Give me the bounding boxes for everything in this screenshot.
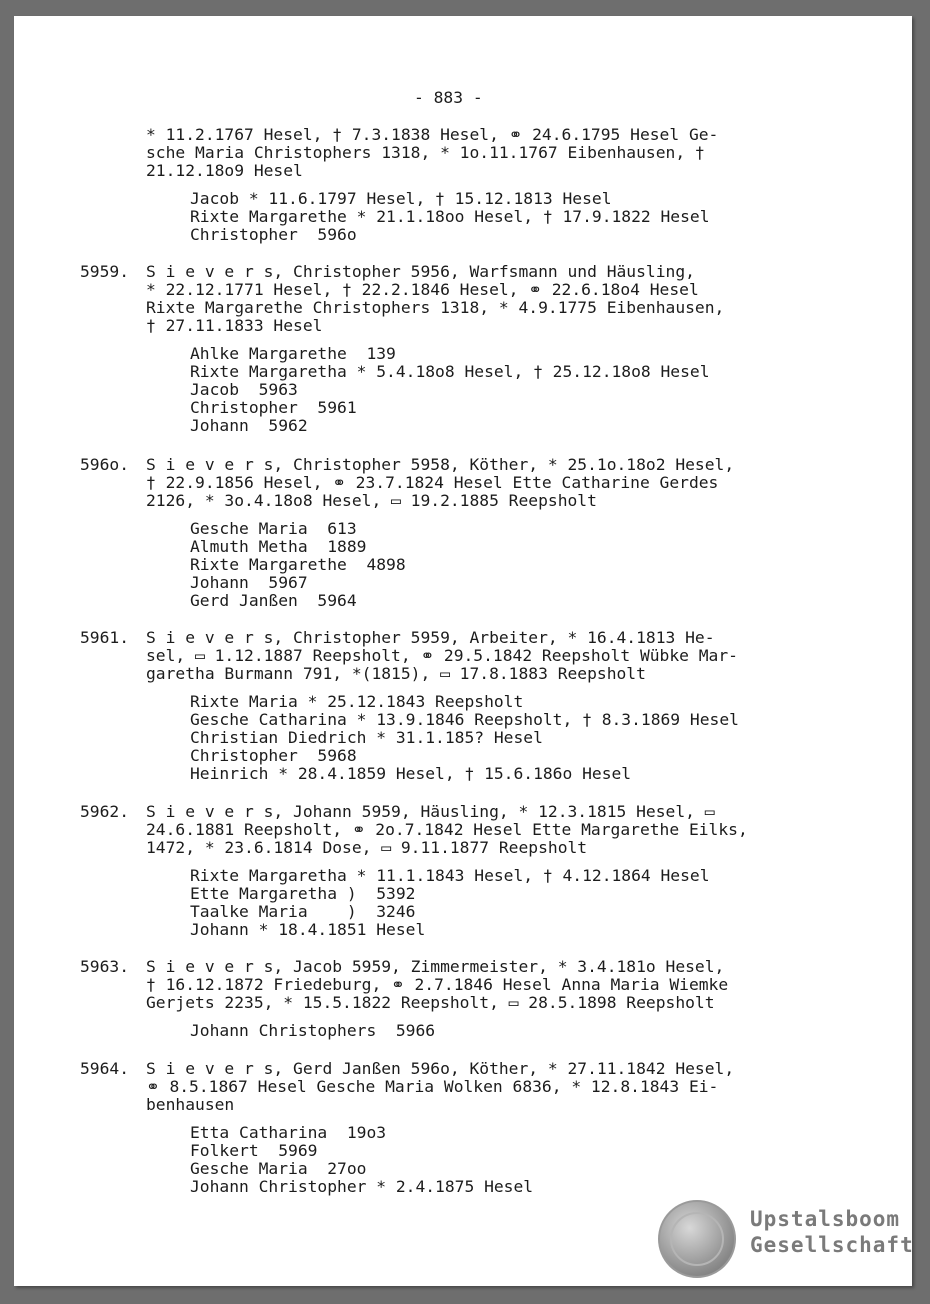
children-list (190, 1022, 435, 1040)
children-list (190, 1124, 533, 1196)
entry-body (146, 456, 734, 510)
child-item: Christopher 5961 (190, 398, 357, 417)
child-item: Rixte Margaretha * 5.4.18o8 Hesel, † 25.12.18o8 Hesel (190, 362, 710, 381)
entry-number: 5963. (80, 957, 130, 976)
child-item: Johann * 18.4.1851 Hesel (190, 920, 426, 939)
entry-line: garetha Burmann 791, *(1815), ▭ 17.8.1883 Reepsholt (146, 664, 646, 683)
child-item: Gesche Maria 27oo (190, 1159, 367, 1178)
child-item: Johann Christopher * 2.4.1875 Hesel (190, 1177, 534, 1196)
entry-number: 5962. (80, 802, 130, 821)
entry-body (146, 958, 728, 1012)
entry-line: 1472, * 23.6.1814 Dose, ▭ 9.11.1877 Reepsholt (146, 838, 588, 857)
child-item: Rixte Maria * 25.12.1843 Reepsholt (190, 692, 524, 711)
child-item: Ahlke Margarethe 139 (190, 344, 396, 363)
entry-line: benhausen (146, 1095, 235, 1114)
child-item: Johann 5962 (190, 416, 308, 435)
child-item: Gerd Janßen 5964 (190, 591, 357, 610)
entry-line: S i e v e r s, Jacob 5959, Zimmermeister, * 3.4.181o Hesel, (146, 957, 725, 976)
child-item: Almuth Metha 1889 (190, 537, 367, 556)
child-item: Rixte Margaretha * 11.1.1843 Hesel, † 4.12.1864 Hesel (190, 866, 710, 885)
entry-line: † 16.12.1872 Friedeburg, ⚭ 2.7.1846 Hesel Anna Maria Wiemke (146, 975, 729, 994)
entry-line: Gerjets 2235, * 15.5.1822 Reepsholt, ▭ 28.5.1898 Reepsholt (146, 993, 715, 1012)
entry-number: 5964. (80, 1059, 130, 1078)
entry-line: 24.6.1881 Reepsholt, ⚭ 2o.7.1842 Hesel Ette Margarethe Eilks, (146, 820, 748, 839)
child-item: Jacob 5963 (190, 380, 298, 399)
children-list (190, 693, 739, 783)
entry-line: 21.12.18o9 Hesel (146, 161, 303, 180)
child-item: Rixte Margarethe 4898 (190, 555, 406, 574)
document-page (14, 16, 912, 1286)
entry-body (146, 1060, 734, 1114)
child-item: Etta Catharina 19o3 (190, 1123, 387, 1142)
child-item: Johann 5967 (190, 573, 308, 592)
child-item: Folkert 5969 (190, 1141, 318, 1160)
entry-body (146, 263, 724, 335)
entry-line: S i e v e r s, Johann 5959, Häusling, * 12.3.1815 Hesel, ▭ (146, 802, 715, 821)
society-logo (658, 1198, 914, 1278)
child-item: Christian Diedrich * 31.1.185? Hesel (190, 728, 543, 747)
logo-line-2: Gesellschaft (750, 1233, 914, 1257)
logo-line-1: Upstalsboom (750, 1207, 901, 1231)
entry-line: Rixte Margarethe Christophers 1318, * 4.9.1775 Eibenhausen, (146, 298, 725, 317)
children-list (190, 867, 710, 939)
children-list (190, 345, 710, 435)
entry-line: † 27.11.1833 Hesel (146, 316, 323, 335)
entry-line: * 22.12.1771 Hesel, † 22.2.1846 Hesel, ⚭ 22.6.18o4 Hesel (146, 280, 699, 299)
entry-line: * 11.2.1767 Hesel, † 7.3.1838 Hesel, ⚭ 24.6.1795 Hesel Ge- (146, 125, 719, 144)
entry-line: sel, ▭ 1.12.1887 Reepsholt, ⚭ 29.5.1842 Reepsholt Wübke Mar- (146, 646, 738, 665)
child-item: Gesche Maria 613 (190, 519, 357, 538)
seal-icon (658, 1200, 736, 1278)
entry-line: † 22.9.1856 Hesel, ⚭ 23.7.1824 Hesel Ette Catharine Gerdes (146, 473, 719, 492)
child-item: Ette Margaretha ) 5392 (190, 884, 416, 903)
child-item: Rixte Margarethe * 21.1.18oo Hesel, † 17.9.1822 Hesel (190, 207, 710, 226)
entry-body (146, 803, 748, 857)
children-list (190, 190, 710, 244)
child-item: Jacob * 11.6.1797 Hesel, † 15.12.1813 Hesel (190, 189, 612, 208)
child-item: Gesche Catharina * 13.9.1846 Reepsholt, † 8.3.1869 Hesel (190, 710, 739, 729)
logo-text (750, 1206, 914, 1258)
child-item: Christopher 5968 (190, 746, 357, 765)
children-list (190, 520, 406, 610)
entry-line: S i e v e r s, Gerd Janßen 596o, Köther, * 27.11.1842 Hesel, (146, 1059, 735, 1078)
entry-line: S i e v e r s, Christopher 5959, Arbeiter, * 16.4.1813 He- (146, 628, 715, 647)
entry-number: 596o. (80, 455, 130, 474)
child-item: Taalke Maria ) 3246 (190, 902, 416, 921)
child-item: Johann Christophers 5966 (190, 1021, 436, 1040)
entry-line: S i e v e r s, Christopher 5956, Warfsmann und Häusling, (146, 262, 695, 281)
entry-line: 2126, * 3o.4.18o8 Hesel, ▭ 19.2.1885 Reepsholt (146, 491, 597, 510)
child-item: Heinrich * 28.4.1859 Hesel, † 15.6.186o Hesel (190, 764, 632, 783)
entry-body (146, 629, 738, 683)
page-number: - 883 - (414, 88, 483, 107)
seal-ring (670, 1212, 724, 1266)
entry-line: ⚭ 8.5.1867 Hesel Gesche Maria Wolken 6836, * 12.8.1843 Ei- (146, 1077, 719, 1096)
entry-number: 5961. (80, 628, 130, 647)
child-item: Christopher 596o (190, 225, 357, 244)
entry-number: 5959. (80, 262, 130, 281)
entry-line: sche Maria Christophers 1318, * 1o.11.1767 Eibenhausen, † (146, 143, 705, 162)
entry-line: S i e v e r s, Christopher 5958, Köther, * 25.1o.18o2 Hesel, (146, 455, 735, 474)
document-text (14, 16, 912, 1286)
entry-body (146, 126, 718, 180)
